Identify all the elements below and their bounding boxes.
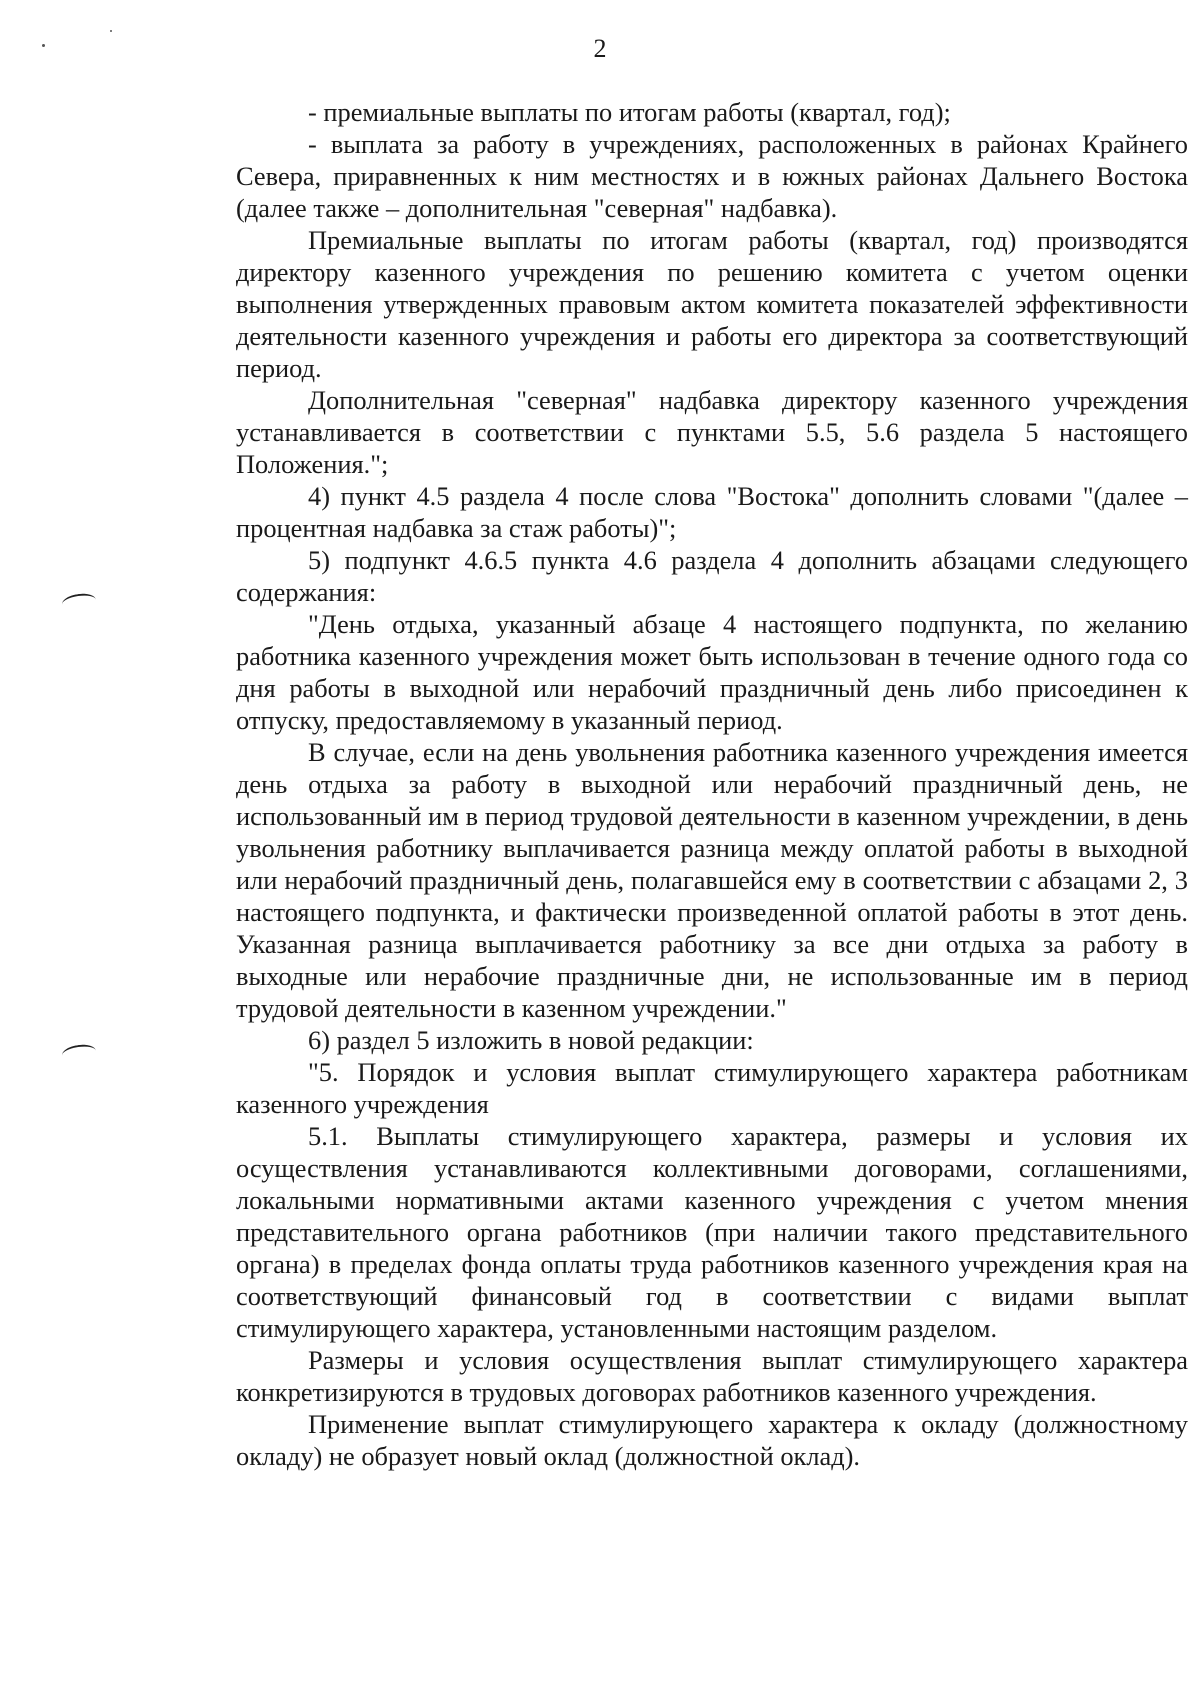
amendment-item-5: 5) подпункт 4.6.5 пункта 4.6 раздела 4 дополнить абзацами следующего содержания: [236,545,1188,607]
amendment-item-6: 6) раздел 5 изложить в новой редакции: [308,1025,754,1055]
paragraph-salary-application: Применение выплат стимулирующего характера к окладу (должностному окладу) не образует новый оклад (должностной оклад). [236,1409,1188,1471]
paragraph-premium-payments: Премиальные выплаты по итогам работы (квартал, год) производятся директору казенного учреждения по решению комитета с учетом оценки выполнения утвержденных правовым актом комитета показателей эффективности деятельности казенного учреждения и работы его директора за соответствующий период. [236,225,1188,383]
scan-artifact-mark [61,592,97,613]
section-5-heading: "5. Порядок и условия выплат стимулирующего характера работникам казенного учреждения [236,1057,1188,1119]
amendment-item-4: 4) пункт 4.5 раздела 4 после слова "Востока" дополнить словами "(далее – процентная надбавка за стаж работы)"; [236,481,1188,543]
paragraph-dismissal-case: В случае, если на день увольнения работника казенного учреждения имеется день отдыха за работу в выходной или нерабочий праздничный день, не использованный им в период трудовой деятельности в казенном учреждении, в день увольнения работнику выплачивается разница между оплатой работы в выходной или нерабочий праздничный день, полагавшейся ему в соответствии с абзацами 2, 3 настоящего подпункта, и фактически произведенной оплатой работы в этот день. Указанная разница выплачивается работнику за все дни отдыха за работу в выходные или нерабочие праздничные дни, не использованные им в период трудовой деятельности в казенном учреждении." [236,737,1188,1023]
paragraph-day-off: "День отдыха, указанный абзаце 4 настоящего подпункта, по желанию работника казенного учреждения может быть использован в течение одного года со дня работы в выходной или нерабочий праздничный день либо присоединен к отпуску, предоставляемому в указанный период. [236,609,1188,735]
scan-dust-mark [110,30,112,32]
document-body [236,96,1188,1472]
clause-5-1: 5.1. Выплаты стимулирующего характера, размеры и условия их осуществления устанавливаются коллективными договорами, соглашениями, локальными нормативными актами казенного учреждения с учетом мнения представительного органа работников (при наличии такого представительного органа) в пределах фонда оплаты труда работников казенного учреждения края на соответствующий финансовый год в соответствии с видами выплат стимулирующего характера, установленными настоящим разделом. [236,1121,1188,1343]
list-item-premium-payments: - премиальные выплаты по итогам работы (квартал, год); [308,97,951,127]
page-number: 2 [593,34,607,63]
list-item-north-payment: - выплата за работу в учреждениях, расположенных в районах Крайнего Севера, приравненных к ним местностях и в южных районах Дальнего Востока (далее также – дополнительная "северная" надбавка). [236,129,1188,223]
scan-artifact-mark [61,1043,97,1064]
paragraph-labor-contracts: Размеры и условия осуществления выплат стимулирующего характера конкретизируются в трудовых договорах работников казенного учреждения. [236,1345,1188,1407]
paragraph-north-allowance: Дополнительная "северная" надбавка директору казенного учреждения устанавливается в соответствии с пунктами 5.5, 5.6 раздела 5 настоящего Положения."; [236,385,1188,479]
